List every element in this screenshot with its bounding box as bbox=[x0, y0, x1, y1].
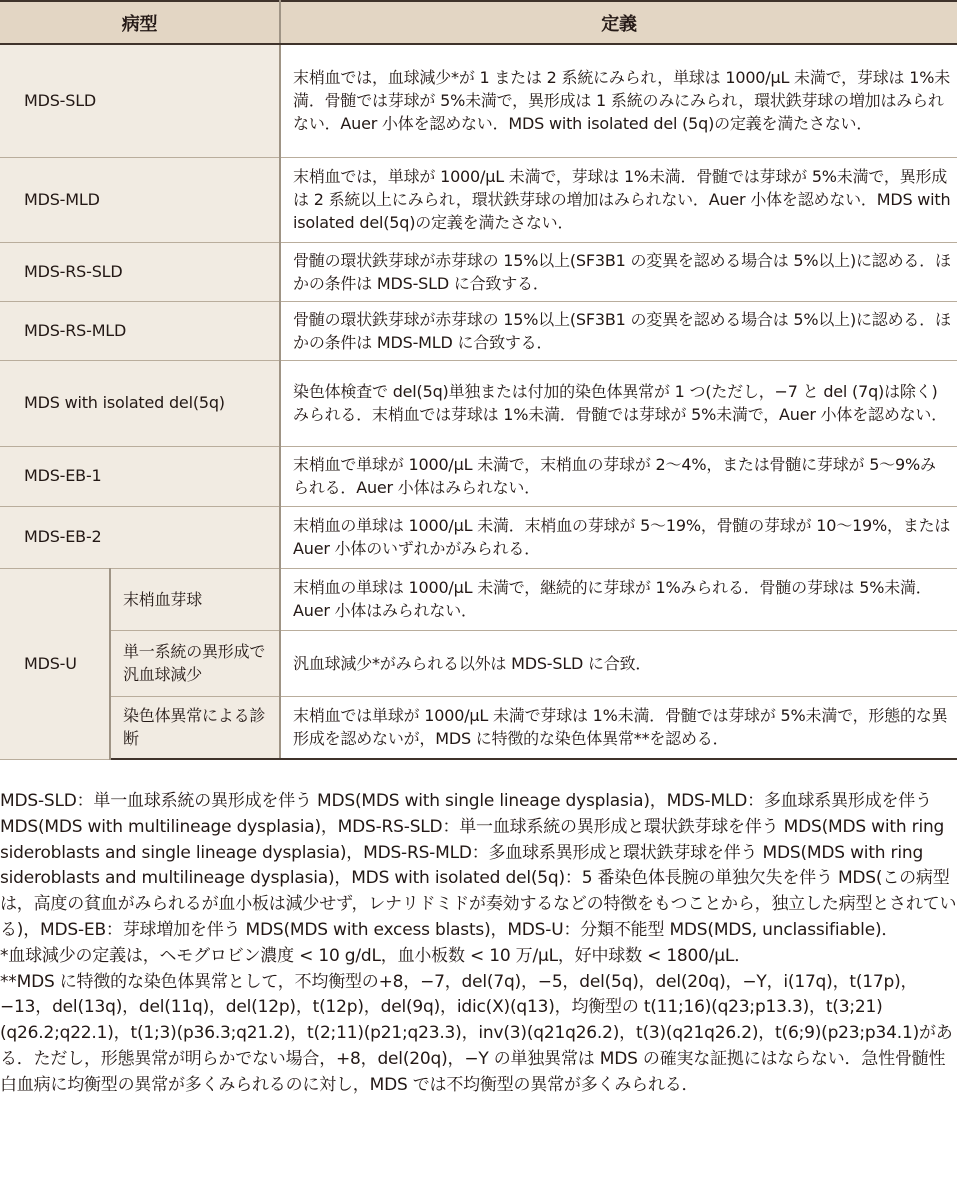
definition-cell: 汎血球減少*がみられる以外は MDS-SLD に合致． bbox=[280, 630, 957, 696]
table-row bbox=[0, 696, 957, 759]
chromosome-abnormality-note: **MDS に特徴的な染色体異常として，不均衡型の+8，−7，del(7q)，−5，del(5q)，del(20q)，−Y，i(17q)，t(17p)，−13，del(13q)，del(11q)，del(12p)，t(12p)，del(9q)，idic(X)(q13)，均衡型の t(11;16)(q23;p13.3)，t(3;21)(q26.2;q22.1)，t(1;3)(p36.3;q21.2)，t(2;11)(p21;q23.3)，inv(3)(q21q26.2)，t(3)(q21q26.2)，t(6;9)(p23;p34.1)がある．ただし，形態異常が明らかでない場合，+8，del(20q)，−Y の単独異常は MDS の確実な証拠にはならない．急性骨髄性白血病に均衡型の異常が多くみられるのに対し，MDS では不均衡型の異常が多くみられる． bbox=[0, 971, 953, 1095]
type-cell-mds-u: MDS-U bbox=[0, 568, 110, 759]
header-definition: 定義 bbox=[280, 1, 957, 44]
subtype-cell: 染色体異常による診断 bbox=[110, 696, 280, 759]
table-row bbox=[0, 44, 957, 157]
type-cell: MDS-RS-SLD bbox=[0, 242, 280, 301]
table-row bbox=[0, 506, 957, 568]
definition-cell: 末梢血では，単球が 1000/μL 未満で，芽球は 1%未満．骨髄では芽球が 5%未満で，異形成は 2 系統以上にみられ，環状鉄芽球の増加はみられない．Auer 小体を認めない．MDS with isolated del(5q)の定義を満たさない． bbox=[280, 157, 957, 242]
subtype-cell: 末梢血芽球 bbox=[110, 568, 280, 630]
table-row bbox=[0, 301, 957, 360]
definition-cell: 骨髄の環状鉄芽球が赤芽球の 15%以上(SF3B1 の変異を認める場合は 5%以上)に認める．ほかの条件は MDS-MLD に合致する． bbox=[280, 301, 957, 360]
header-type: 病型 bbox=[0, 1, 280, 44]
table-row bbox=[0, 360, 957, 446]
table-row bbox=[0, 568, 957, 630]
definition-cell: 末梢血では，血球減少*が 1 または 2 系統にみられ，単球は 1000/μL 未満で，芽球は 1%未満．骨髄では芽球が 5%未満で，異形成は 1 系統のみにみられ，環状鉄芽球の増加はみられない．Auer 小体を認めない．MDS with isolated del (5q)の定義を満たさない． bbox=[280, 44, 957, 157]
type-cell: MDS-EB-2 bbox=[0, 506, 280, 568]
type-cell: MDS-SLD bbox=[0, 44, 280, 157]
abbreviation-note: MDS-SLD：単一血球系統の異形成を伴う MDS(MDS with single lineage dysplasia)，MDS-MLD：多血球系異形成を伴う MDS(MDS with multilineage dysplasia)，MDS-RS-SLD：単一血球系統の異形成と環状鉄芽球を伴う MDS(MDS with ring sideroblasts and single lineage dysplasia)，MDS-RS-MLD：多血球系異形成と環状鉄芽球を伴う MDS(MDS with ring sideroblasts and multilineage dysplasia)，MDS with isolated del(5q)：5 番染色体長腕の単独欠失を伴う MDS(この病型は，高度の貧血がみられるが血小板は減少せず，レナリドミドが奏効するなどの特徴をもつことから，独立した病型とされている)，MDS-EB：芽球増加を伴う MDS(MDS with excess blasts)，MDS-U：分類不能型 MDS(MDS, unclassifiable)． bbox=[0, 791, 957, 940]
definition-cell: 染色体検査で del(5q)単独または付加的染色体異常が 1 つ(ただし，−7 と del (7q)は除く)みられる．末梢血では芽球は 1%未満．骨髄では芽球が 5%未満で，Auer 小体を認めない． bbox=[280, 360, 957, 446]
table-row bbox=[0, 157, 957, 242]
definition-cell: 骨髄の環状鉄芽球が赤芽球の 15%以上(SF3B1 の変異を認める場合は 5%以上)に認める．ほかの条件は MDS-SLD に合致する． bbox=[280, 242, 957, 301]
table-row bbox=[0, 242, 957, 301]
type-cell: MDS-MLD bbox=[0, 157, 280, 242]
type-cell: MDS-EB-1 bbox=[0, 446, 280, 506]
definition-cell: 末梢血では単球が 1000/μL 未満で芽球は 1%未満．骨髄では芽球が 5%未満で，形態的な異形成を認めないが，MDS に特徴的な染色体異常**を認める． bbox=[280, 696, 957, 759]
table-header-row bbox=[0, 1, 957, 44]
cytopenia-definition-note: *血球減少の定義は，ヘモグロビン濃度 < 10 g/dL，血小板数 < 10 万/μL，好中球数 < 1800/μL． bbox=[0, 945, 751, 966]
definition-cell: 末梢血の単球は 1000/μL 未満で，継続的に芽球が 1%みられる．骨髄の芽球は 5%未満．Auer 小体はみられない． bbox=[280, 568, 957, 630]
type-cell: MDS with isolated del(5q) bbox=[0, 360, 280, 446]
subtype-cell: 単一系統の異形成で汎血球減少 bbox=[110, 630, 280, 696]
definition-cell: 末梢血の単球は 1000/μL 未満．末梢血の芽球が 5〜19%，骨髄の芽球が 10〜19%，または Auer 小体のいずれかがみられる． bbox=[280, 506, 957, 568]
definition-cell: 末梢血で単球が 1000/μL 未満で，末梢血の芽球が 2〜4%，または骨髄に芽球が 5〜9%みられる．Auer 小体はみられない． bbox=[280, 446, 957, 506]
type-cell: MDS-RS-MLD bbox=[0, 301, 280, 360]
table-row bbox=[0, 446, 957, 506]
footnotes bbox=[0, 789, 957, 1099]
table-row bbox=[0, 630, 957, 696]
